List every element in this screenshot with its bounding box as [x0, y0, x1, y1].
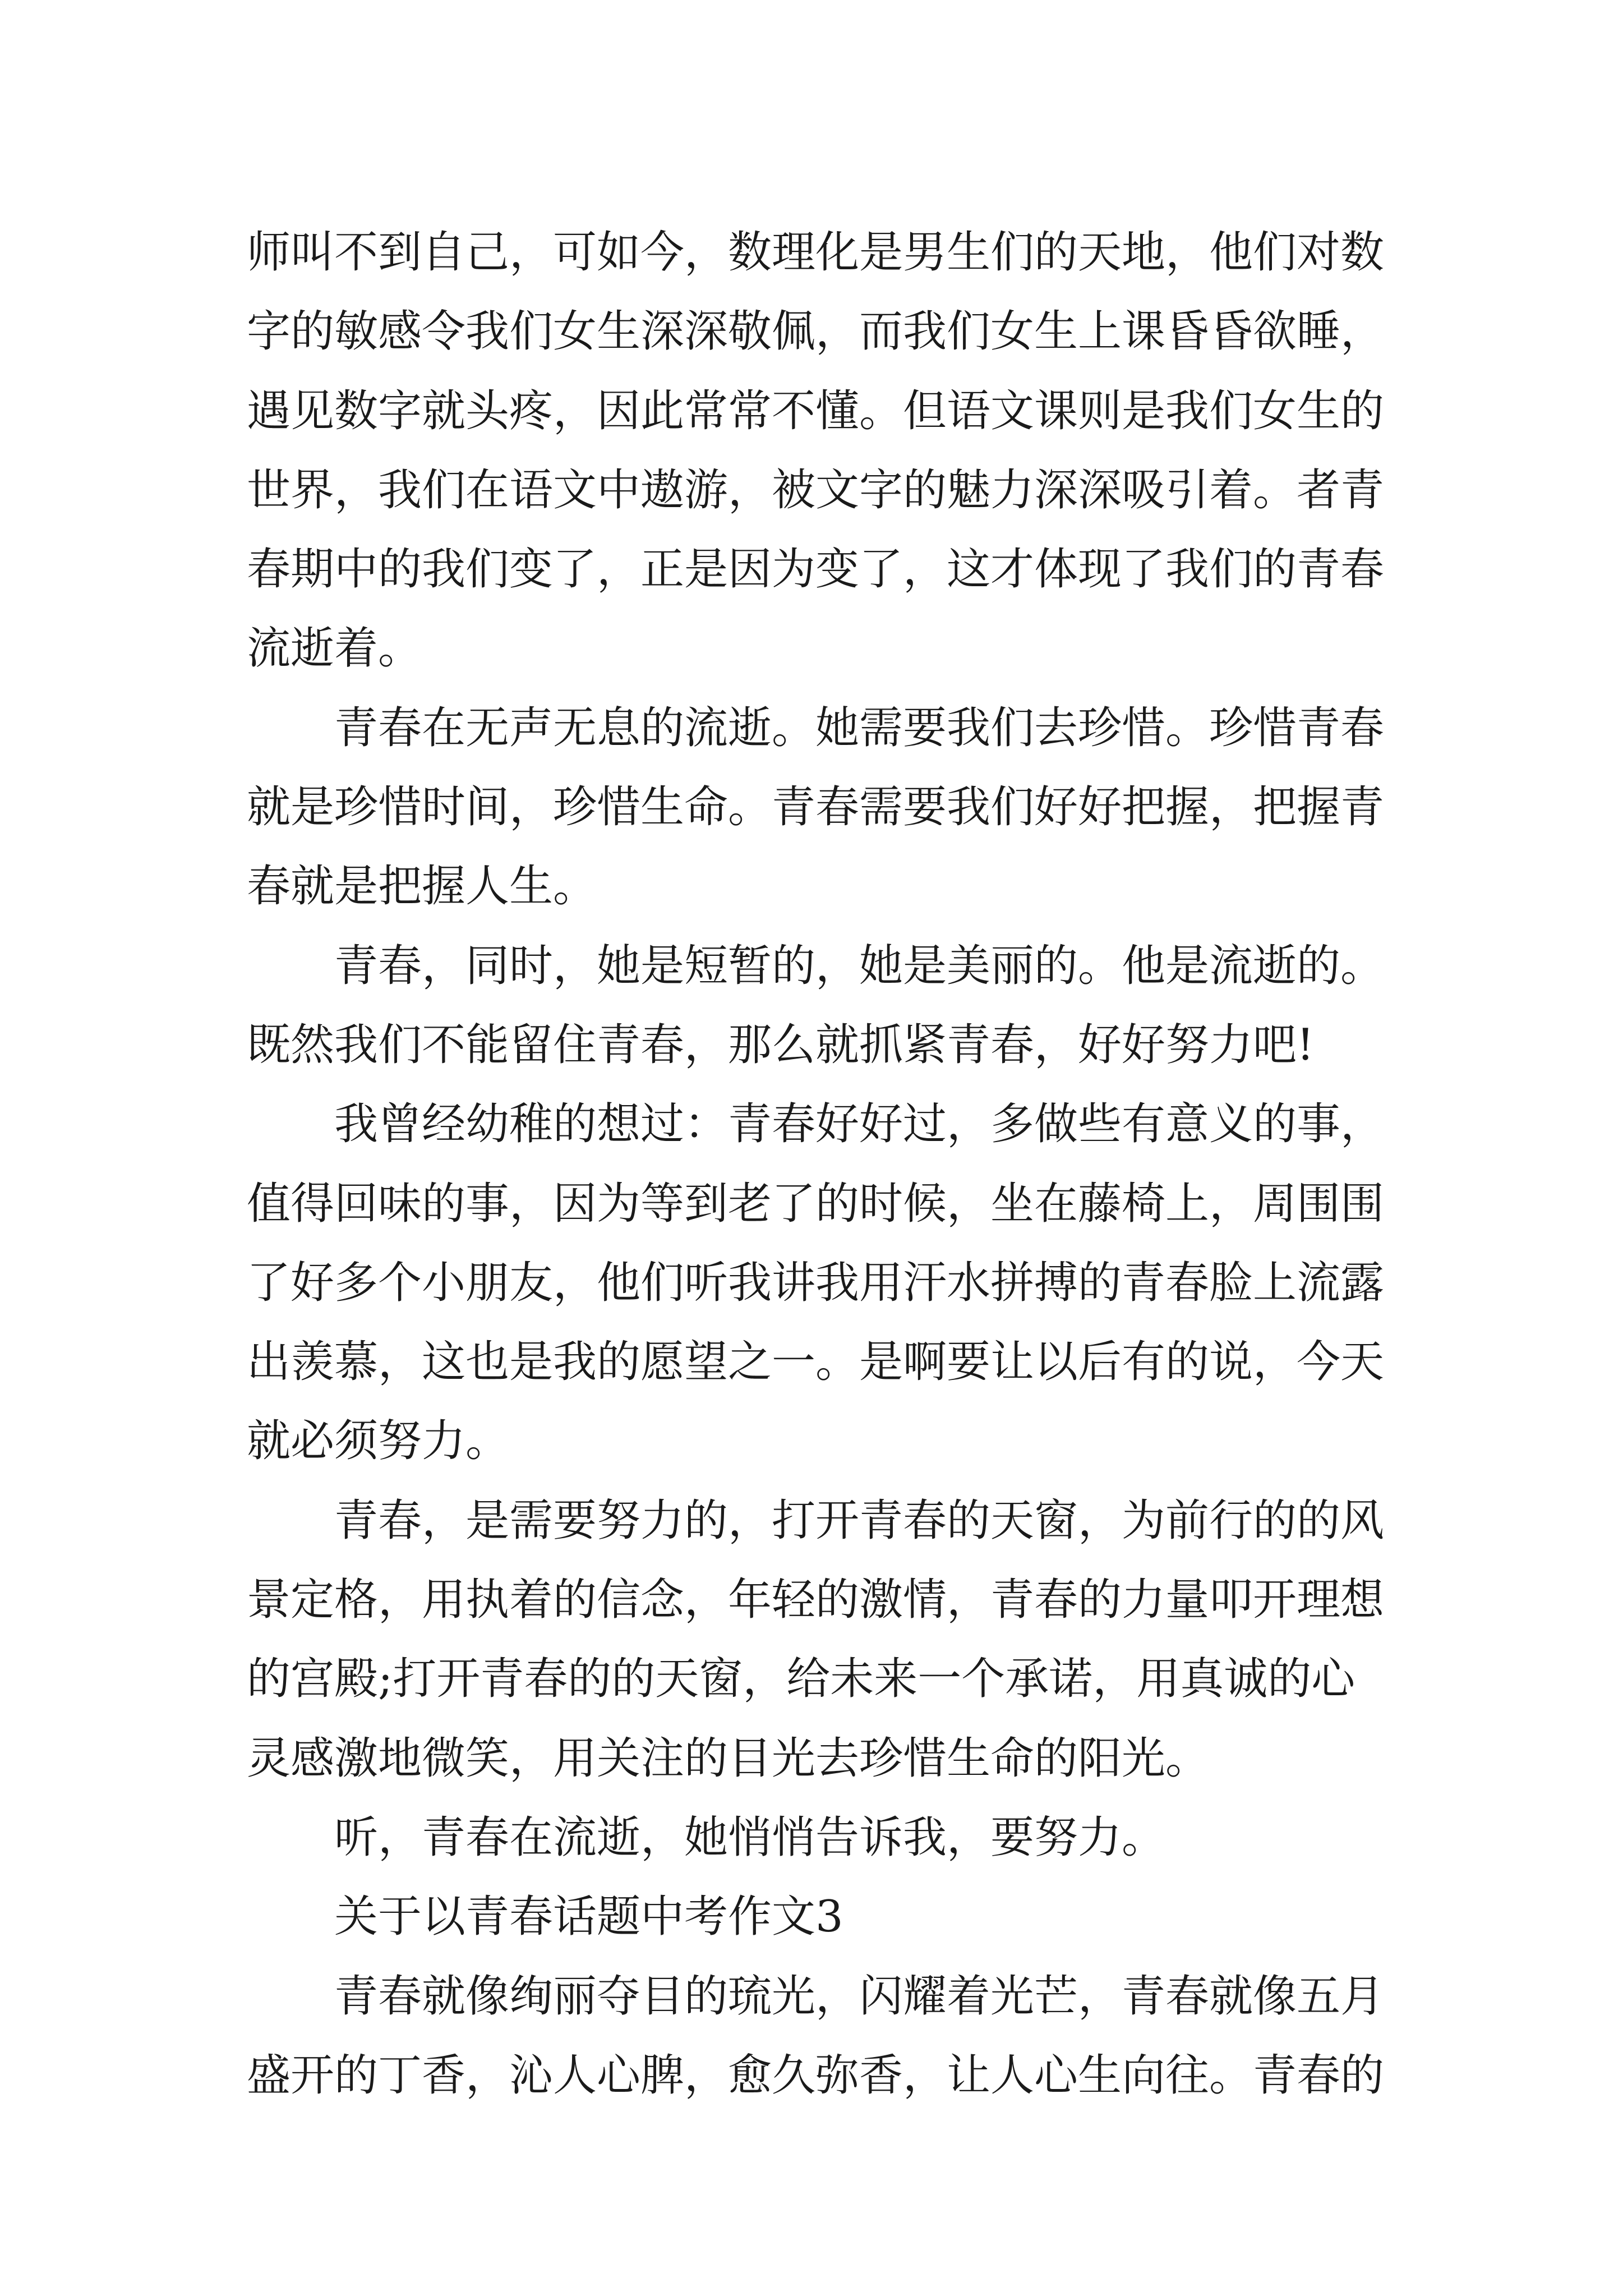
paragraph-start-line: 青春，同时，她是短暂的，她是美丽的。他是流逝的。 [334, 940, 1385, 991]
paragraph-start-line: 我曾经幼稚的想过：青春好好过，多做些有意义的事， [334, 1099, 1385, 1150]
essay-body [247, 213, 1413, 2115]
paragraph-start-line: 青春就像绚丽夺目的琉光，闪耀着光芒，青春就像五月 [334, 1971, 1385, 2022]
text-line: 既然我们不能留住青春，那么就抓紧青春，好好努力吧! [247, 1019, 1315, 1070]
text-line: 的宫殿;打开青春的的天窗，给未来一个承诺，用真诚的心 [247, 1654, 1355, 1705]
text-line: 就必须努力。 [247, 1416, 510, 1467]
text-line: 就是珍惜时间，珍惜生命。青春需要我们好好把握，把握青 [247, 782, 1385, 833]
text-line: 流逝着。 [247, 623, 422, 674]
text-line: 了好多个小朋友，他们听我讲我用汗水拼搏的青春脸上流露 [247, 1257, 1385, 1308]
text-line: 遇见数字就头疼，因此常常不懂。但语文课则是我们女生的 [247, 385, 1385, 436]
text-line: 值得回味的事，因为等到老了的时候，坐在藤椅上，周围围 [247, 1178, 1385, 1229]
paragraph-start-line: 听，青春在流逝，她悄悄告诉我，要努力。 [334, 1812, 1166, 1863]
text-line: 景定格，用执着的信念，年轻的激情，青春的力量叩开理想 [247, 1575, 1385, 1626]
text-line: 师叫不到自己，可如今，数理化是男生们的天地，他们对数 [247, 227, 1385, 278]
text-line: 出羡慕，这也是我的愿望之一。是啊要让以后有的说，今天 [247, 1337, 1385, 1388]
paragraph-start-line: 青春在无声无息的流逝。她需要我们去珍惜。珍惜青春 [334, 702, 1385, 753]
text-line: 盛开的丁香，沁人心脾，愈久弥香，让人心生向往。青春的 [247, 2050, 1385, 2101]
text-line: 春期中的我们变了，正是因为变了，这才体现了我们的青春 [247, 544, 1385, 595]
text-line: 春就是把握人生。 [247, 861, 597, 912]
text-line: 灵感激地微笑，用关注的目光去珍惜生命的阳光。 [247, 1733, 1210, 1784]
text-line: 字的敏感令我们女生深深敬佩，而我们女生上课昏昏欲睡， [247, 306, 1385, 357]
text-line: 世界，我们在语文中遨游，被文字的魅力深深吸引着。者青 [247, 464, 1385, 516]
paragraph-start-line: 青春，是需要努力的，打开青春的天窗，为前行的的风 [334, 1495, 1385, 1546]
section-heading: 关于以青春话题中考作文3 [334, 1892, 843, 1943]
